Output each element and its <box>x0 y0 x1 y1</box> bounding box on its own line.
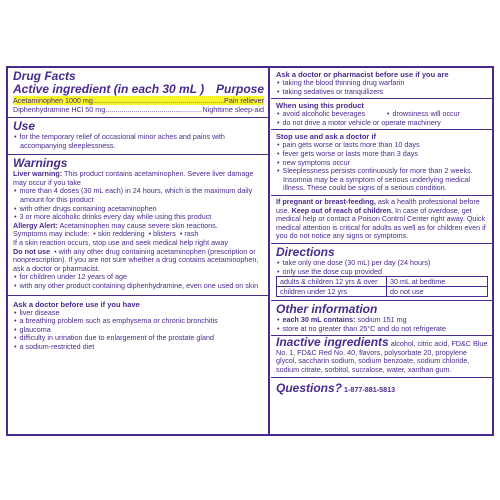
ingredient-name: Acetaminophen 1000 mg <box>13 96 93 105</box>
when-using-section <box>271 99 492 130</box>
inactive-section <box>271 336 492 377</box>
ask-doctor-item: • a sodium-restricted diet <box>13 343 264 352</box>
donot-item: with any other drug containing acetaminophen (prescription or nonprescription). If you are not sure whether a drug contains acetaminophen, ask a doctor or pharmacist. <box>13 246 259 273</box>
other-info-item: • store at no greater than 25°C and do not refrigerate <box>276 325 488 334</box>
sodium-label: each 30 mL contains: <box>282 315 356 325</box>
allergy-tail: If a skin reaction occurs, stop use and seek medical help right away <box>13 237 228 247</box>
drug-facts-title: Drug Facts <box>13 69 76 83</box>
questions-line <box>276 380 488 395</box>
pregnancy-text <box>276 198 488 241</box>
ask-doctor-section <box>8 296 268 354</box>
when-using-item: • avoid alcoholic beverages <box>276 110 386 119</box>
dosage-age: adults & children 12 yrs & over <box>277 277 387 287</box>
symptom: blisters <box>153 229 176 239</box>
when-using-item: • do not drive a motor vehicle or operate machinery <box>276 119 488 128</box>
when-using-item: • drowsiness will occur <box>386 110 460 119</box>
active-section <box>8 68 268 118</box>
stop-use-item: • pain gets worse or lasts more than 10 days <box>276 141 488 150</box>
active-heading: Active ingredient (in each 30 mL ) <box>13 82 205 96</box>
warnings-heading: Warnings <box>13 156 68 171</box>
ingredient-purpose: Nighttime sleep-aid <box>202 105 264 114</box>
donot-item: • with any other product containing diphenhydramine, even one used on skin <box>13 282 264 291</box>
sodium-value: sodium 151 mg <box>357 315 407 325</box>
warnings-section <box>8 155 268 295</box>
use-section <box>8 118 268 155</box>
ingredient-name: Diphenhydramine HCl 50 mg <box>13 105 106 114</box>
other-info-section <box>271 301 492 336</box>
stop-use-item: • new symptoms occur <box>276 159 488 168</box>
ask-pharmacist-section <box>271 68 492 99</box>
symptom: rash <box>184 229 199 239</box>
donot-label: Do not use <box>13 246 51 256</box>
liver-item: • 3 or more alcoholic drinks every day while using this product <box>13 213 264 222</box>
donot-item: • for children under 12 years of age <box>13 273 264 282</box>
questions-section <box>271 378 492 397</box>
dosage-row <box>277 277 488 287</box>
children-bold: Keep out of reach of children. <box>291 205 394 215</box>
liver-item: • more than 4 doses (30 mL each) in 24 hours, which is the maximum daily amount for this product <box>13 187 264 204</box>
dosage-row <box>277 287 488 297</box>
left-column <box>8 68 270 434</box>
stop-use-item: • fever gets worse or lasts more than 3 days <box>276 150 488 159</box>
dot-leader <box>105 105 202 114</box>
questions-heading: Questions? <box>276 380 343 395</box>
ask-pharmacist-heading: Ask a doctor or pharmacist before use if you are <box>276 70 449 79</box>
directions-item: • only use the dose cup provided <box>276 268 488 277</box>
other-info-heading: Other information <box>276 302 378 317</box>
ingredient-row <box>13 96 264 105</box>
right-column <box>271 68 492 434</box>
stop-use-heading: Stop use and ask a doctor if <box>276 132 377 142</box>
liver-warning <box>13 170 264 187</box>
inactive-text <box>276 335 488 375</box>
ask-doctor-heading: Ask a doctor before use if you have <box>13 299 140 309</box>
liver-label: Liver warning: <box>13 169 63 179</box>
ask-doctor-item: • difficulty in urination due to enlargement of the prostate gland <box>13 334 264 343</box>
pregnancy-bold: If pregnant or breast-feeding, <box>276 196 376 206</box>
stop-use-item: • Sleeplessness persists continuously for more than 2 weeks. Insomnia may be a symptom of serious underlying medical illness. These could be signs of a serious condition. <box>276 167 488 193</box>
pregnancy-body: ask a health professional before use. <box>276 196 480 215</box>
liver-text: This product contains acetaminophen. Severe liver damage may occur if you take <box>13 169 254 187</box>
dosage-age: children under 12 yrs <box>277 287 387 297</box>
dosage-table <box>276 276 488 297</box>
purpose-heading: Purpose <box>215 82 264 96</box>
ingredient-row <box>13 105 264 114</box>
drug-facts-panel <box>6 66 494 436</box>
stop-use-section <box>271 130 492 196</box>
ask-doctor-item: • liver disease <box>13 309 264 318</box>
inactive-heading: Inactive ingredients <box>276 335 389 350</box>
active-header <box>13 83 264 96</box>
directions-heading: Directions <box>276 244 335 259</box>
ask-doctor-item: • a breathing problem such as emphysema or chronic bronchitis <box>13 317 264 326</box>
dot-leader <box>93 96 224 105</box>
use-item: • for the temporary relief of occasional minor aches and pains with accompanying sleeplessness. <box>13 133 264 150</box>
ask-doctor-item: • glaucoma <box>13 326 264 335</box>
directions-item: • take only one dose (30 mL) per day (24 hours) <box>276 259 488 268</box>
phone-number[interactable]: 1-877-881-5813 <box>344 384 396 394</box>
overdose-body: In case of overdose, get medical help or contact a Poison Control Center right away. Quick medical attention is critical for adults as well as for children even if you do not notice any signs or symptoms. <box>276 205 486 241</box>
pregnancy-section <box>271 196 492 244</box>
inactive-list: alcohol, citric acid, FD&C Blue No. 1, FD&C Red No. 40, flavors, polysorbate 20, propylene glycol, saccharin sodium, sodium benzoate, sodium chloride, sodium citrate, sorbitol, sucralose, water, xanthan gum. <box>276 339 488 375</box>
symptom: skin reddening <box>97 229 145 239</box>
symptoms-label: Symptoms may include: <box>13 229 90 239</box>
donot-line: Do not use • with any other drug containing acetaminophen (prescription or nonprescription). If you are not sure whether a drug contains acetaminophen, ask a doctor or pharmacist. <box>13 246 259 273</box>
ask-pharmacist-item: • taking sedatives or tranquilizers <box>276 88 488 97</box>
ask-pharmacist-item: • taking the blood thinning drug warfarin <box>276 79 488 88</box>
directions-section <box>271 244 492 301</box>
symptoms-line: Symptoms may include: • skin reddening • blisters • rash <box>13 229 199 239</box>
when-using-heading: When using this product <box>276 101 364 111</box>
liver-item: • with other drugs containing acetaminophen <box>13 205 264 214</box>
ingredient-purpose: Pain reliever <box>224 96 264 105</box>
dosage-amount: 30 mL at bedtime <box>387 277 488 287</box>
allergy-text: Acetaminophen may cause severe skin reactions. <box>59 220 218 230</box>
allergy-label: Allergy Alert: <box>13 220 58 230</box>
dosage-amount: do not use <box>387 287 488 297</box>
use-heading: Use <box>13 119 36 133</box>
